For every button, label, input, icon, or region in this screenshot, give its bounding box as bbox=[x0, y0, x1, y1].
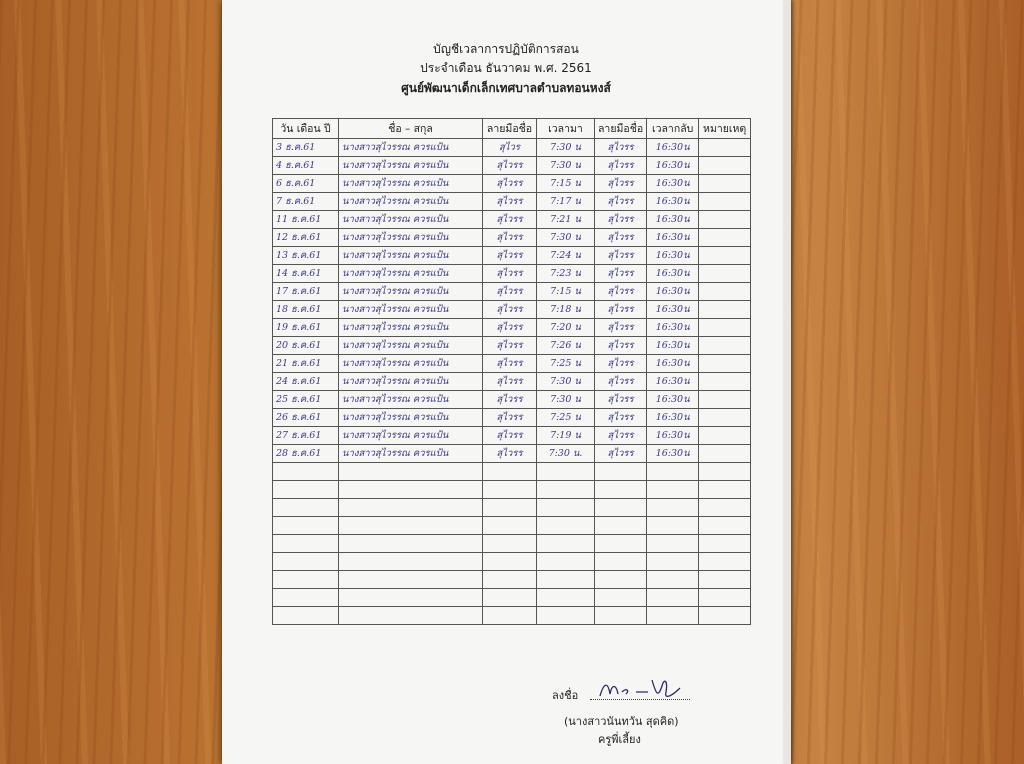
cell-time-out: 16:30น bbox=[647, 427, 699, 445]
table-row bbox=[273, 427, 751, 445]
header-signature-in: ลายมือชื่อ bbox=[483, 119, 537, 139]
cell-name: นางสาวสุไวรรณ ควรแป้น bbox=[339, 175, 483, 193]
cell-time-out: 16:30น bbox=[647, 409, 699, 427]
cell-time-out: 16:30น bbox=[647, 211, 699, 229]
cell-name: นางสาวสุไวรรณ ควรแป้น bbox=[339, 265, 483, 283]
cell-date: 28 ธ.ค.61 bbox=[273, 445, 339, 463]
cell-date bbox=[273, 499, 339, 517]
table-row bbox=[273, 229, 751, 247]
header-time-out: เวลากลับ bbox=[647, 119, 699, 139]
cell-time-out bbox=[647, 553, 699, 571]
table-body bbox=[273, 139, 751, 625]
cell-signature-out: สุไวรร bbox=[595, 211, 647, 229]
cell-date bbox=[273, 535, 339, 553]
cell-date: 6 ธ.ค.61 bbox=[273, 175, 339, 193]
cell-date: 4 ธ.ค.61 bbox=[273, 157, 339, 175]
header-date: วัน เดือน ปี bbox=[273, 119, 339, 139]
cell-name bbox=[339, 517, 483, 535]
table-row bbox=[273, 337, 751, 355]
cell-date: 17 ธ.ค.61 bbox=[273, 283, 339, 301]
cell-time-out bbox=[647, 535, 699, 553]
cell-name: นางสาวสุไวรรณ ควรแป้น bbox=[339, 409, 483, 427]
cell-signature-in: สุไวรร bbox=[483, 355, 537, 373]
cell-date: 13 ธ.ค.61 bbox=[273, 247, 339, 265]
header-name: ชื่อ – สกุล bbox=[339, 119, 483, 139]
cell-date bbox=[273, 517, 339, 535]
cell-name bbox=[339, 553, 483, 571]
cell-signature-in bbox=[483, 481, 537, 499]
cell-remarks bbox=[699, 535, 751, 553]
cell-remarks bbox=[699, 391, 751, 409]
cell-signature-in: สุไวรร bbox=[483, 157, 537, 175]
cell-signature-in: สุไวรร bbox=[483, 373, 537, 391]
cell-signature-out: สุไวรร bbox=[595, 247, 647, 265]
cell-signature-out: สุไวรร bbox=[595, 391, 647, 409]
cell-signature-out bbox=[595, 481, 647, 499]
cell-name: นางสาวสุไวรรณ ควรแป้น bbox=[339, 157, 483, 175]
table-row bbox=[273, 193, 751, 211]
cell-name: นางสาวสุไวรรณ ควรแป้น bbox=[339, 373, 483, 391]
cell-name: นางสาวสุไวรรณ ควรแป้น bbox=[339, 193, 483, 211]
cell-remarks bbox=[699, 481, 751, 499]
cell-signature-out: สุไวรร bbox=[595, 229, 647, 247]
cell-remarks bbox=[699, 589, 751, 607]
cell-remarks bbox=[699, 211, 751, 229]
cell-signature-out bbox=[595, 589, 647, 607]
cell-time-in bbox=[537, 553, 595, 571]
cell-date: 19 ธ.ค.61 bbox=[273, 319, 339, 337]
cell-signature-in bbox=[483, 535, 537, 553]
cell-signature-out: สุไวรร bbox=[595, 193, 647, 211]
cell-remarks bbox=[699, 229, 751, 247]
cell-signature-out: สุไวรร bbox=[595, 337, 647, 355]
table-row-empty bbox=[273, 571, 751, 589]
cell-signature-in bbox=[483, 607, 537, 625]
paper-edge bbox=[784, 0, 791, 764]
cell-remarks bbox=[699, 337, 751, 355]
cell-remarks bbox=[699, 517, 751, 535]
cell-signature-out bbox=[595, 607, 647, 625]
cell-time-in: 7:15 น bbox=[537, 175, 595, 193]
cell-signature-out bbox=[595, 553, 647, 571]
signer-role: ครูพี่เลี้ยง bbox=[598, 733, 641, 746]
cell-name: นางสาวสุไวรรณ ควรแป้น bbox=[339, 211, 483, 229]
cell-date: 11 ธ.ค.61 bbox=[273, 211, 339, 229]
cell-remarks bbox=[699, 283, 751, 301]
cell-signature-out: สุไวรร bbox=[595, 409, 647, 427]
table-row bbox=[273, 373, 751, 391]
cell-date: 12 ธ.ค.61 bbox=[273, 229, 339, 247]
table-row-empty bbox=[273, 517, 751, 535]
document-title: บัญชีเวลาการปฏิบัติการสอน bbox=[433, 42, 579, 56]
cell-signature-out: สุไวรร bbox=[595, 175, 647, 193]
cell-remarks bbox=[699, 319, 751, 337]
cell-name: นางสาวสุไวรรณ ควรแป้น bbox=[339, 445, 483, 463]
cell-name: นางสาวสุไวรรณ ควรแป้น bbox=[339, 355, 483, 373]
cell-time-in: 7:24 น bbox=[537, 247, 595, 265]
cell-remarks bbox=[699, 247, 751, 265]
cell-signature-in: สุไวรร bbox=[483, 445, 537, 463]
cell-signature-in bbox=[483, 499, 537, 517]
cell-signature-out: สุไวรร bbox=[595, 283, 647, 301]
cell-time-in: 7:18 น bbox=[537, 301, 595, 319]
cell-signature-in bbox=[483, 589, 537, 607]
table-row bbox=[273, 175, 751, 193]
table-row-empty bbox=[273, 499, 751, 517]
cell-name: นางสาวสุไวรรณ ควรแป้น bbox=[339, 139, 483, 157]
cell-signature-in: สุไวรร bbox=[483, 319, 537, 337]
table-row bbox=[273, 283, 751, 301]
cell-date bbox=[273, 589, 339, 607]
header-signature-out: ลายมือชื่อ bbox=[595, 119, 647, 139]
cell-remarks bbox=[699, 301, 751, 319]
cell-time-out: 16:30น bbox=[647, 265, 699, 283]
cell-signature-in bbox=[483, 517, 537, 535]
cell-remarks bbox=[699, 463, 751, 481]
cell-date: 27 ธ.ค.61 bbox=[273, 427, 339, 445]
cell-signature-in bbox=[483, 553, 537, 571]
cell-signature-in: สุไวรร bbox=[483, 391, 537, 409]
cell-remarks bbox=[699, 445, 751, 463]
cell-name: นางสาวสุไวรรณ ควรแป้น bbox=[339, 301, 483, 319]
table-header-row bbox=[273, 119, 751, 139]
cell-time-out bbox=[647, 589, 699, 607]
cell-name bbox=[339, 535, 483, 553]
cell-time-in: 7:30 น bbox=[537, 391, 595, 409]
cell-time-in: 7:30 น bbox=[537, 139, 595, 157]
cell-time-out: 16:30น bbox=[647, 445, 699, 463]
cell-signature-out bbox=[595, 535, 647, 553]
cell-signature-out: สุไวรร bbox=[595, 157, 647, 175]
table-row bbox=[273, 211, 751, 229]
table-row bbox=[273, 247, 751, 265]
header-time-in: เวลามา bbox=[537, 119, 595, 139]
table-row bbox=[273, 355, 751, 373]
cell-time-in: 7:21 น bbox=[537, 211, 595, 229]
cell-name bbox=[339, 589, 483, 607]
cell-name: นางสาวสุไวรรณ ควรแป้น bbox=[339, 283, 483, 301]
cell-date: 14 ธ.ค.61 bbox=[273, 265, 339, 283]
cell-date: 21 ธ.ค.61 bbox=[273, 355, 339, 373]
cell-signature-in: สุไวร bbox=[483, 139, 537, 157]
table-row-empty bbox=[273, 535, 751, 553]
table-row-empty bbox=[273, 589, 751, 607]
cell-signature-out: สุไวรร bbox=[595, 355, 647, 373]
cell-time-out: 16:30น bbox=[647, 319, 699, 337]
cell-remarks bbox=[699, 427, 751, 445]
cell-time-out bbox=[647, 499, 699, 517]
cell-date bbox=[273, 553, 339, 571]
document-organization: ศูนย์พัฒนาเด็กเล็กเทศบาลตำบลทอนหงส์ bbox=[401, 81, 611, 95]
table-row bbox=[273, 319, 751, 337]
cell-name: นางสาวสุไวรรณ ควรแป้น bbox=[339, 391, 483, 409]
cell-signature-in bbox=[483, 571, 537, 589]
cell-date bbox=[273, 463, 339, 481]
cell-remarks bbox=[699, 499, 751, 517]
cell-time-out: 16:30น bbox=[647, 139, 699, 157]
cell-name bbox=[339, 481, 483, 499]
cell-time-in: 7:25 น bbox=[537, 355, 595, 373]
table-row-empty bbox=[273, 481, 751, 499]
cell-signature-out bbox=[595, 571, 647, 589]
cell-name bbox=[339, 571, 483, 589]
cell-signature-out: สุไวรร bbox=[595, 265, 647, 283]
table-row bbox=[273, 157, 751, 175]
cell-signature-in: สุไวรร bbox=[483, 301, 537, 319]
cell-time-in bbox=[537, 607, 595, 625]
cell-signature-in: สุไวรร bbox=[483, 409, 537, 427]
cell-signature-in: สุไวรร bbox=[483, 193, 537, 211]
cell-remarks bbox=[699, 373, 751, 391]
cell-time-out: 16:30น bbox=[647, 355, 699, 373]
cell-signature-in: สุไวรร bbox=[483, 175, 537, 193]
cell-signature-in: สุไวรร bbox=[483, 427, 537, 445]
cell-time-in bbox=[537, 535, 595, 553]
cell-time-in bbox=[537, 571, 595, 589]
cell-time-in bbox=[537, 499, 595, 517]
cell-time-in: 7:30 น bbox=[537, 157, 595, 175]
cell-time-out: 16:30น bbox=[647, 247, 699, 265]
cell-date: 3 ธ.ค.61 bbox=[273, 139, 339, 157]
handwritten-signature bbox=[596, 674, 686, 704]
cell-name bbox=[339, 463, 483, 481]
cell-time-in: 7:26 น bbox=[537, 337, 595, 355]
cell-time-in: 7:23 น bbox=[537, 265, 595, 283]
sign-label: ลงชื่อ bbox=[552, 689, 579, 702]
cell-remarks bbox=[699, 139, 751, 157]
cell-signature-out: สุไวรร bbox=[595, 373, 647, 391]
cell-signature-out bbox=[595, 499, 647, 517]
cell-date: 18 ธ.ค.61 bbox=[273, 301, 339, 319]
table-row-empty bbox=[273, 463, 751, 481]
cell-signature-out: สุไวรร bbox=[595, 445, 647, 463]
cell-date: 20 ธ.ค.61 bbox=[273, 337, 339, 355]
cell-name bbox=[339, 607, 483, 625]
cell-signature-out: สุไวรร bbox=[595, 139, 647, 157]
cell-time-out: 16:30น bbox=[647, 337, 699, 355]
cell-signature-in bbox=[483, 463, 537, 481]
table-row-empty bbox=[273, 553, 751, 571]
cell-remarks bbox=[699, 409, 751, 427]
cell-signature-out bbox=[595, 463, 647, 481]
cell-time-in bbox=[537, 517, 595, 535]
cell-name bbox=[339, 499, 483, 517]
document-paper bbox=[222, 0, 790, 764]
cell-time-in bbox=[537, 589, 595, 607]
cell-signature-out: สุไวรร bbox=[595, 427, 647, 445]
cell-time-in: 7:25 น bbox=[537, 409, 595, 427]
cell-time-in: 7:30 น bbox=[537, 373, 595, 391]
cell-time-in: 7:20 น bbox=[537, 319, 595, 337]
cell-name: นางสาวสุไวรรณ ควรแป้น bbox=[339, 247, 483, 265]
cell-time-in: 7:19 น bbox=[537, 427, 595, 445]
table-row bbox=[273, 409, 751, 427]
cell-remarks bbox=[699, 607, 751, 625]
table-row bbox=[273, 445, 751, 463]
cell-name: นางสาวสุไวรรณ ควรแป้น bbox=[339, 319, 483, 337]
cell-time-out bbox=[647, 463, 699, 481]
cell-time-in: 7:30 น. bbox=[537, 445, 595, 463]
cell-time-in: 7:30 น bbox=[537, 229, 595, 247]
cell-remarks bbox=[699, 553, 751, 571]
cell-remarks bbox=[699, 355, 751, 373]
cell-date bbox=[273, 607, 339, 625]
cell-time-out: 16:30น bbox=[647, 175, 699, 193]
table-row bbox=[273, 139, 751, 157]
cell-time-out: 16:30น bbox=[647, 283, 699, 301]
cell-date: 25 ธ.ค.61 bbox=[273, 391, 339, 409]
cell-signature-out: สุไวรร bbox=[595, 301, 647, 319]
attendance-table bbox=[272, 118, 751, 625]
cell-time-out bbox=[647, 481, 699, 499]
cell-time-in: 7:17 น bbox=[537, 193, 595, 211]
cell-signature-in: สุไวรร bbox=[483, 229, 537, 247]
cell-date: 7 ธ.ค.61 bbox=[273, 193, 339, 211]
table-row-empty bbox=[273, 607, 751, 625]
cell-remarks bbox=[699, 265, 751, 283]
cell-time-in: 7:15 น bbox=[537, 283, 595, 301]
cell-remarks bbox=[699, 157, 751, 175]
cell-name: นางสาวสุไวรรณ ควรแป้น bbox=[339, 427, 483, 445]
cell-signature-in: สุไวรร bbox=[483, 337, 537, 355]
table-row bbox=[273, 301, 751, 319]
document-month-line: ประจำเดือน ธันวาคม พ.ศ. 2561 bbox=[420, 61, 592, 75]
cell-time-in bbox=[537, 463, 595, 481]
cell-time-out: 16:30น bbox=[647, 391, 699, 409]
header-remarks: หมายเหตุ bbox=[699, 119, 751, 139]
cell-time-out: 16:30น bbox=[647, 229, 699, 247]
cell-signature-in: สุไวรร bbox=[483, 265, 537, 283]
cell-time-out bbox=[647, 571, 699, 589]
table-row bbox=[273, 265, 751, 283]
table-row bbox=[273, 391, 751, 409]
cell-time-out bbox=[647, 517, 699, 535]
cell-date bbox=[273, 571, 339, 589]
cell-signature-in: สุไวรร bbox=[483, 283, 537, 301]
signer-name: (นางสาวนันทวัน สุดคิด) bbox=[564, 715, 679, 728]
cell-signature-out bbox=[595, 517, 647, 535]
cell-name: นางสาวสุไวรรณ ควรแป้น bbox=[339, 337, 483, 355]
cell-time-out bbox=[647, 607, 699, 625]
cell-remarks bbox=[699, 571, 751, 589]
cell-remarks bbox=[699, 193, 751, 211]
cell-time-out: 16:30น bbox=[647, 193, 699, 211]
cell-time-out: 16:30น bbox=[647, 301, 699, 319]
cell-time-out: 16:30น bbox=[647, 157, 699, 175]
cell-time-out: 16:30น bbox=[647, 373, 699, 391]
cell-date bbox=[273, 481, 339, 499]
cell-remarks bbox=[699, 175, 751, 193]
cell-date: 26 ธ.ค.61 bbox=[273, 409, 339, 427]
cell-signature-in: สุไวรร bbox=[483, 247, 537, 265]
cell-date: 24 ธ.ค.61 bbox=[273, 373, 339, 391]
cell-name: นางสาวสุไวรรณ ควรแป้น bbox=[339, 229, 483, 247]
cell-signature-in: สุไวรร bbox=[483, 211, 537, 229]
cell-signature-out: สุไวรร bbox=[595, 319, 647, 337]
cell-time-in bbox=[537, 481, 595, 499]
